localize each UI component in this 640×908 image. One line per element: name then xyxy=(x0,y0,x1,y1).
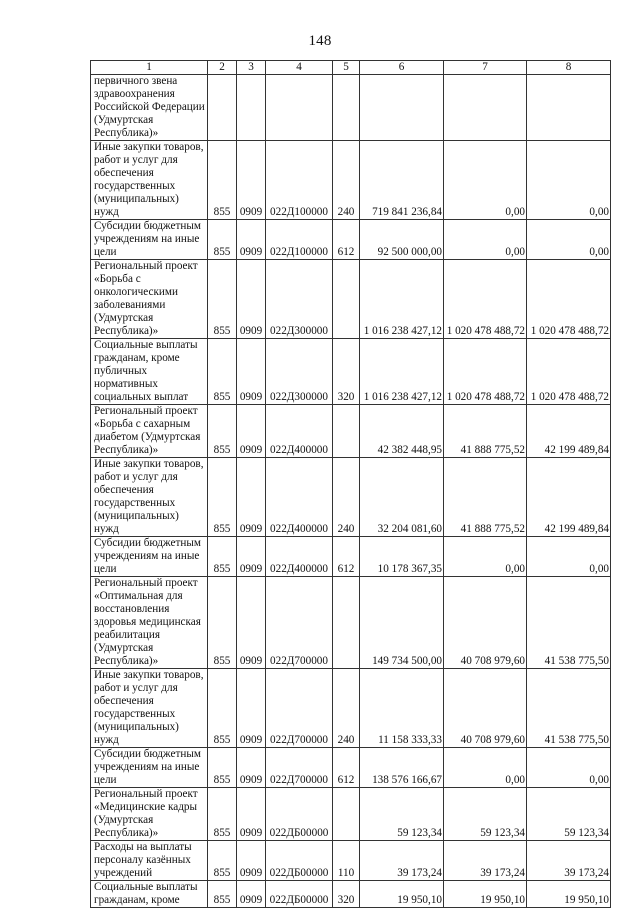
amount-col7: 0,00 xyxy=(444,220,527,260)
expense-type xyxy=(333,788,360,841)
expense-type: 320 xyxy=(333,881,360,908)
row-name: Социальные выплаты гражданам, кроме xyxy=(91,881,208,908)
section-code: 0909 xyxy=(237,669,266,748)
table-row xyxy=(91,881,611,908)
amount-col8: 41 538 775,50 xyxy=(527,577,611,669)
table-row xyxy=(91,141,611,220)
amount-col6: 92 500 000,00 xyxy=(360,220,444,260)
amount-col8: 0,00 xyxy=(527,748,611,788)
column-header-2: 2 xyxy=(208,61,237,75)
target-article: 022Д300000 xyxy=(266,260,333,339)
admin-code: 855 xyxy=(208,881,237,908)
amount-col6: 19 950,10 xyxy=(360,881,444,908)
amount-col6: 138 576 166,67 xyxy=(360,748,444,788)
amount-col6: 32 204 081,60 xyxy=(360,458,444,537)
target-article: 022Д700000 xyxy=(266,577,333,669)
row-name: Иные закупки товаров, работ и услуг для обеспечения государственных (муниципальных) нужд xyxy=(91,458,208,537)
amount-col6: 39 173,24 xyxy=(360,841,444,881)
section-code: 0909 xyxy=(237,339,266,405)
amount-col8: 59 123,34 xyxy=(527,788,611,841)
expense-type xyxy=(333,75,360,141)
expense-type: 320 xyxy=(333,339,360,405)
row-name: Субсидии бюджетным учреждениям на иные цели xyxy=(91,537,208,577)
target-article: 022Д100000 xyxy=(266,141,333,220)
amount-col8: 1 020 478 488,72 xyxy=(527,339,611,405)
admin-code: 855 xyxy=(208,458,237,537)
table-row xyxy=(91,220,611,260)
amount-col8: 0,00 xyxy=(527,537,611,577)
section-code xyxy=(237,75,266,141)
target-article: 022ДБ00000 xyxy=(266,788,333,841)
target-article: 022Д400000 xyxy=(266,458,333,537)
table-row xyxy=(91,577,611,669)
section-code: 0909 xyxy=(237,141,266,220)
admin-code: 855 xyxy=(208,669,237,748)
admin-code: 855 xyxy=(208,141,237,220)
expense-type xyxy=(333,260,360,339)
table-row xyxy=(91,841,611,881)
admin-code xyxy=(208,75,237,141)
amount-col8: 1 020 478 488,72 xyxy=(527,260,611,339)
amount-col8: 0,00 xyxy=(527,141,611,220)
amount-col7: 40 708 979,60 xyxy=(444,669,527,748)
section-code: 0909 xyxy=(237,841,266,881)
row-name: Региональный проект «Оптимальная для восстановления здоровья медицинская реабилитация (Удмуртская Республика)» xyxy=(91,577,208,669)
amount-col7: 40 708 979,60 xyxy=(444,577,527,669)
amount-col6: 719 841 236,84 xyxy=(360,141,444,220)
admin-code: 855 xyxy=(208,748,237,788)
amount-col6: 11 158 333,33 xyxy=(360,669,444,748)
expense-type: 240 xyxy=(333,141,360,220)
section-code: 0909 xyxy=(237,405,266,458)
column-header-8: 8 xyxy=(527,61,611,75)
admin-code: 855 xyxy=(208,339,237,405)
amount-col8: 39 173,24 xyxy=(527,841,611,881)
amount-col8: 0,00 xyxy=(527,220,611,260)
table-row xyxy=(91,405,611,458)
column-header-4: 4 xyxy=(266,61,333,75)
expense-type xyxy=(333,405,360,458)
row-name: Социальные выплаты гражданам, кроме публичных нормативных социальных выплат xyxy=(91,339,208,405)
row-name: Иные закупки товаров, работ и услуг для обеспечения государственных (муниципальных) нужд xyxy=(91,141,208,220)
target-article: 022Д100000 xyxy=(266,220,333,260)
expense-type: 612 xyxy=(333,220,360,260)
row-name: Иные закупки товаров, работ и услуг для обеспечения государственных (муниципальных) нужд xyxy=(91,669,208,748)
budget-table xyxy=(90,60,611,908)
row-name: Субсидии бюджетным учреждениям на иные цели xyxy=(91,748,208,788)
target-article: 022ДБ00000 xyxy=(266,881,333,908)
table-row xyxy=(91,339,611,405)
amount-col6: 10 178 367,35 xyxy=(360,537,444,577)
row-name: Расходы на выплаты персоналу казённых учреждений xyxy=(91,841,208,881)
admin-code: 855 xyxy=(208,537,237,577)
section-code: 0909 xyxy=(237,537,266,577)
column-header-6: 6 xyxy=(360,61,444,75)
section-code: 0909 xyxy=(237,220,266,260)
amount-col8: 42 199 489,84 xyxy=(527,458,611,537)
amount-col7: 39 173,24 xyxy=(444,841,527,881)
target-article: 022Д300000 xyxy=(266,339,333,405)
admin-code: 855 xyxy=(208,577,237,669)
amount-col7 xyxy=(444,75,527,141)
admin-code: 855 xyxy=(208,405,237,458)
row-name: первичного звена здравоохранения Российской Федерации (Удмуртская Республика)» xyxy=(91,75,208,141)
amount-col6: 42 382 448,95 xyxy=(360,405,444,458)
amount-col6: 1 016 238 427,12 xyxy=(360,339,444,405)
column-header-1: 1 xyxy=(91,61,208,75)
amount-col8: 42 199 489,84 xyxy=(527,405,611,458)
amount-col7: 1 020 478 488,72 xyxy=(444,339,527,405)
amount-col7: 41 888 775,52 xyxy=(444,458,527,537)
table-row xyxy=(91,75,611,141)
admin-code: 855 xyxy=(208,788,237,841)
expense-type xyxy=(333,577,360,669)
amount-col8 xyxy=(527,75,611,141)
header-row xyxy=(91,61,611,75)
section-code: 0909 xyxy=(237,458,266,537)
expense-type: 612 xyxy=(333,537,360,577)
section-code: 0909 xyxy=(237,881,266,908)
target-article: 022ДБ00000 xyxy=(266,841,333,881)
amount-col8: 41 538 775,50 xyxy=(527,669,611,748)
section-code: 0909 xyxy=(237,788,266,841)
expense-type: 240 xyxy=(333,458,360,537)
table-row xyxy=(91,748,611,788)
expense-type: 612 xyxy=(333,748,360,788)
admin-code: 855 xyxy=(208,841,237,881)
table-row xyxy=(91,260,611,339)
amount-col6: 59 123,34 xyxy=(360,788,444,841)
amount-col7: 59 123,34 xyxy=(444,788,527,841)
table-row xyxy=(91,537,611,577)
row-name: Региональный проект «Медицинские кадры (Удмуртская Республика)» xyxy=(91,788,208,841)
section-code: 0909 xyxy=(237,577,266,669)
column-header-7: 7 xyxy=(444,61,527,75)
target-article: 022Д700000 xyxy=(266,669,333,748)
section-code: 0909 xyxy=(237,260,266,339)
admin-code: 855 xyxy=(208,260,237,339)
amount-col7: 1 020 478 488,72 xyxy=(444,260,527,339)
amount-col7: 19 950,10 xyxy=(444,881,527,908)
amount-col7: 0,00 xyxy=(444,537,527,577)
table-row xyxy=(91,458,611,537)
row-name: Региональный проект «Борьба с онкологическими заболеваниями (Удмуртская Республика)» xyxy=(91,260,208,339)
expense-type: 240 xyxy=(333,669,360,748)
amount-col6: 1 016 238 427,12 xyxy=(360,260,444,339)
amount-col7: 0,00 xyxy=(444,748,527,788)
column-header-5: 5 xyxy=(333,61,360,75)
admin-code: 855 xyxy=(208,220,237,260)
section-code: 0909 xyxy=(237,748,266,788)
target-article: 022Д700000 xyxy=(266,748,333,788)
row-name: Региональный проект «Борьба с сахарным диабетом (Удмуртская Республика)» xyxy=(91,405,208,458)
amount-col6: 149 734 500,00 xyxy=(360,577,444,669)
amount-col8: 19 950,10 xyxy=(527,881,611,908)
target-article xyxy=(266,75,333,141)
target-article: 022Д400000 xyxy=(266,405,333,458)
column-header-3: 3 xyxy=(237,61,266,75)
table-row xyxy=(91,788,611,841)
amount-col7: 41 888 775,52 xyxy=(444,405,527,458)
row-name: Субсидии бюджетным учреждениям на иные цели xyxy=(91,220,208,260)
amount-col6 xyxy=(360,75,444,141)
target-article: 022Д400000 xyxy=(266,537,333,577)
table-row xyxy=(91,669,611,748)
expense-type: 110 xyxy=(333,841,360,881)
amount-col7: 0,00 xyxy=(444,141,527,220)
page-number: 148 xyxy=(308,33,332,49)
